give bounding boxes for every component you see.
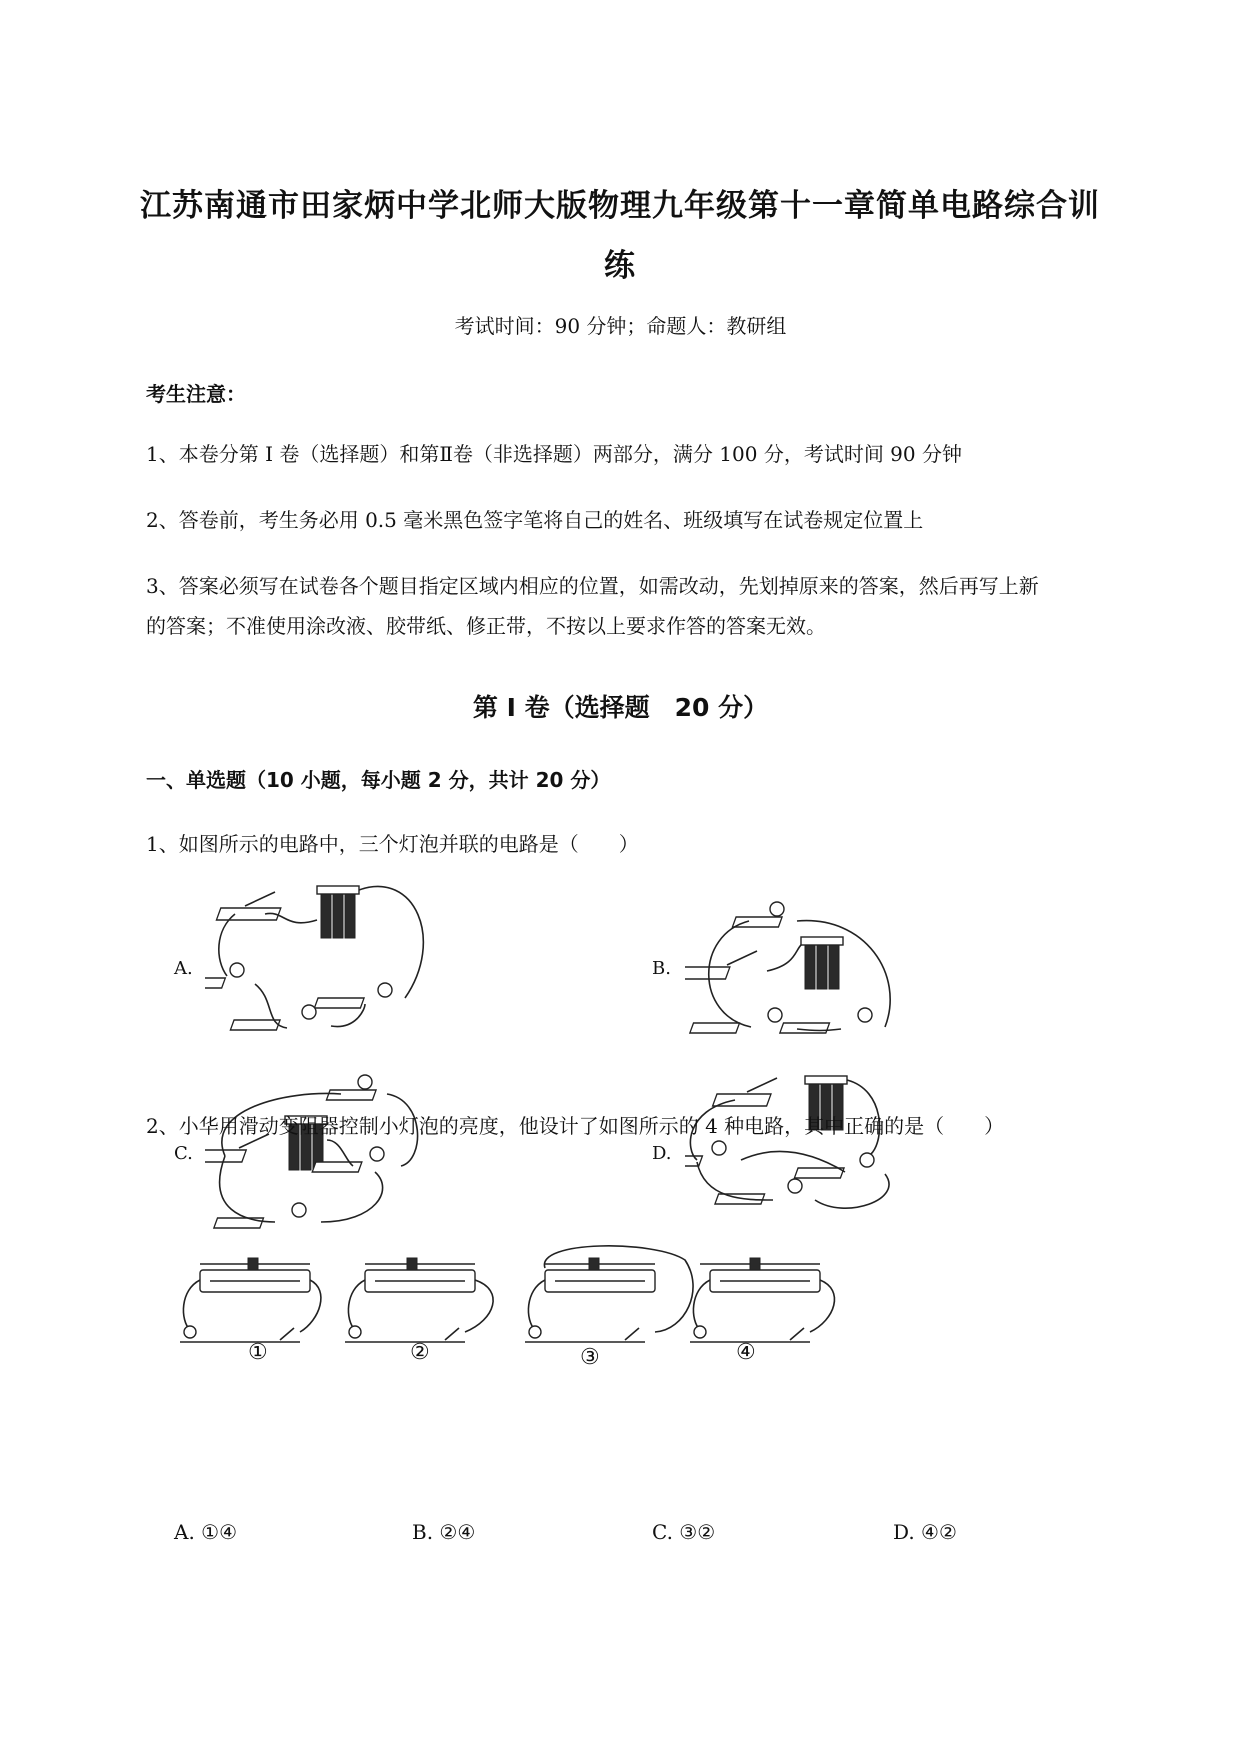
question-2-text: 2、小华用滑动变阻器控制小灯泡的亮度，他设计了如图所示的 4 种电路，其中正确的是（ ） [146,1114,1005,1138]
circuit-figure-c [205,1060,445,1240]
rheostat-circuit-4 [680,1250,855,1360]
figure-label-2: ② [410,1340,430,1365]
section-title: 第 I 卷（选择题 20 分） [472,693,769,722]
section-subheading: 一、单选题（10 小题，每小题 2 分，共计 20 分） [146,768,611,792]
figure-label-3: ③ [580,1345,600,1370]
notice-item-2: 2、答卷前，考生务必用 0.5 毫米黑色签字笔将自己的姓名、班级填写在试卷规定位置上 [146,508,924,532]
exam-subtitle: 考试时间：90 分钟；命题人：教研组 [454,314,787,338]
q2-option-d[interactable]: D. ④② [893,1520,957,1544]
notice-item-3-cont: 的答案；不准使用涂改液、胶带纸、修正带，不按以上要求作答的答案无效。 [146,614,826,638]
q1-option-d[interactable]: D. [652,1143,672,1164]
notice-item-3: 3、答案必须写在试卷各个题目指定区域内相应的位置，如需改动，先划掉原来的答案，然后再写上新 [146,574,1039,598]
notice-item-1: 1、本卷分第 I 卷（选择题）和第Ⅱ卷（非选择题）两部分，满分 100 分，考试时间 90 分钟 [146,442,962,466]
circuit-figure-b [685,865,905,1045]
circuit-figure-a [205,880,445,1040]
q2-option-b[interactable]: B. ②④ [412,1520,476,1544]
rheostat-circuit-3 [515,1240,700,1360]
title-line-1: 江苏南通市田家炳中学北师大版物理九年级第十一章简单电路综合训 [140,188,1100,224]
q1-option-a[interactable]: A. [174,958,193,979]
question-1-text: 1、如图所示的电路中，三个灯泡并联的电路是（ ） [146,832,639,856]
title-line-2: 练 [604,248,636,284]
q2-option-c[interactable]: C. ③② [652,1520,716,1544]
q2-option-a[interactable]: A. ①④ [174,1520,238,1544]
q1-option-b[interactable]: B. [652,958,671,979]
page-title [130,176,1110,296]
q1-option-c[interactable]: C. [174,1143,193,1164]
figure-label-4: ④ [736,1340,756,1365]
figure-label-1: ① [248,1340,268,1365]
notice-heading: 考生注意： [146,382,246,406]
